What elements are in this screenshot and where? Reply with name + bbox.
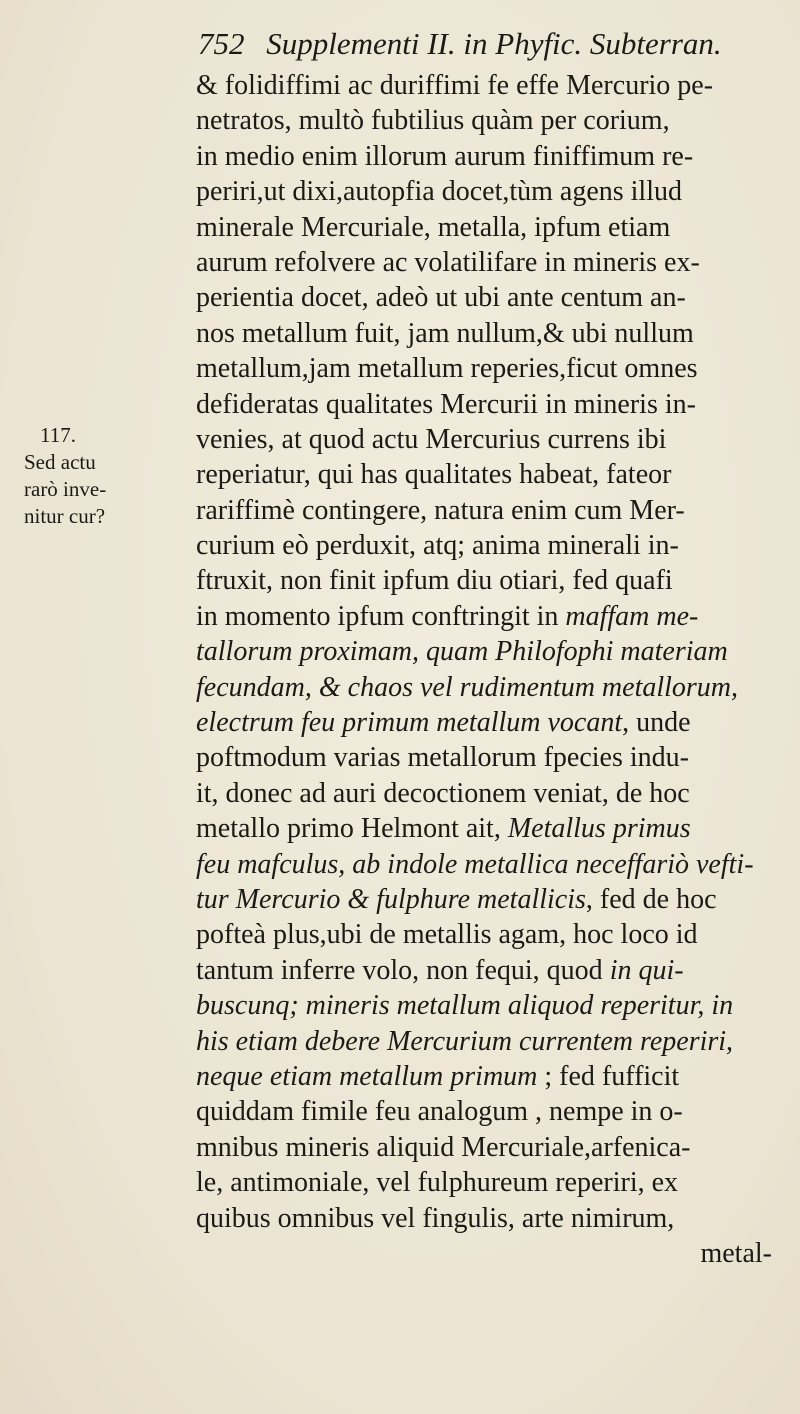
text-line — [196, 1201, 796, 1236]
text-line — [196, 103, 796, 138]
italic-text: tallorum proximam, quam Philofophi materiam — [196, 636, 728, 668]
roman-text: netratos, multò fubtilius quàm per corium, — [196, 105, 670, 137]
text-line — [196, 705, 796, 740]
roman-text: pofteà plus,ubi de metallis agam, hoc loco id — [196, 919, 698, 951]
margin-note-line: nitur cur? — [24, 504, 106, 528]
text-line — [196, 599, 796, 634]
text-line — [196, 1130, 796, 1165]
text-line — [196, 245, 796, 280]
text-line — [196, 139, 796, 174]
text-line — [196, 917, 796, 952]
text-line — [196, 528, 796, 563]
text-line — [196, 634, 796, 669]
text-line — [196, 457, 796, 492]
text-line — [196, 422, 796, 457]
running-title: Supplementi II. in Phyfic. Subterran. — [266, 26, 722, 61]
page-header — [198, 22, 758, 66]
roman-text: metallo primo Helmont ait, — [196, 813, 508, 845]
roman-text: quibus omnibus vel fingulis, arte nimirum, — [196, 1202, 675, 1234]
margin-note-line: Sed actu — [24, 450, 96, 474]
text-line — [196, 1165, 796, 1200]
text-line — [196, 988, 796, 1023]
roman-text: in momento ipfum conftringit in — [196, 600, 566, 632]
margin-note-number: 117. — [40, 423, 76, 447]
roman-text: venies, at quod actu Mercurius currens ibi — [196, 423, 667, 455]
text-line — [196, 68, 796, 103]
text-line — [196, 811, 796, 846]
text-line — [196, 1094, 796, 1129]
italic-text: in qui- — [609, 954, 684, 986]
roman-text: ftruxit, non finit ipfum diu otiari, fed quafi — [196, 565, 673, 597]
italic-text: Metallus primus — [507, 813, 691, 845]
text-line — [196, 493, 796, 528]
roman-text: reperiatur, qui has qualitates habeat, fateor — [196, 459, 672, 491]
text-line — [196, 1059, 796, 1094]
roman-text: quiddam fimile feu analogum , nempe in o- — [196, 1096, 683, 1128]
italic-text: maffam me- — [565, 600, 699, 632]
text-line — [196, 776, 796, 811]
text-line — [196, 882, 796, 917]
roman-text: mnibus mineris aliquid Mercuriale,arfenica- — [196, 1131, 691, 1163]
roman-text: le, antimoniale, vel fulphureum reperiri, ex — [196, 1167, 679, 1199]
text-line — [196, 1236, 796, 1271]
italic-text: neque etiam metallum primum — [196, 1060, 538, 1092]
text-line — [196, 316, 796, 351]
roman-text: , fed de hoc — [585, 883, 717, 915]
italic-text: feu mafculus, ab indole metallica neceffariò vefti- — [196, 848, 754, 880]
text-line — [196, 953, 796, 988]
italic-text: his etiam debere Mercurium currentem reperiri, — [196, 1025, 734, 1057]
margin-note — [24, 422, 174, 530]
roman-text: , unde — [622, 707, 691, 739]
text-line — [196, 174, 796, 209]
text-line — [196, 563, 796, 598]
text-line — [196, 1024, 796, 1059]
italic-text: buscunq; mineris metallum aliquod reperitur, in — [196, 990, 734, 1022]
text-line — [196, 351, 796, 386]
roman-text: minerale Mercuriale, metalla, ipfum etiam — [196, 211, 671, 243]
roman-text: in medio enim illorum aurum finiffimum re- — [196, 140, 694, 172]
roman-text: & folidiffimi ac duriffimi fe effe Mercurio pe- — [196, 70, 714, 101]
roman-text: it, donec ad auri decoctionem veniat, de hoc — [196, 777, 690, 809]
roman-text: poftmodum varias metallorum fpecies indu- — [196, 742, 689, 774]
page-number: 752 — [198, 26, 245, 61]
text-line — [196, 210, 796, 245]
text-line — [196, 387, 796, 422]
italic-text: electrum feu primum metallum vocant — [196, 707, 623, 739]
text-line — [196, 740, 796, 775]
roman-text: rariffimè contingere, natura enim cum Mer- — [196, 494, 685, 526]
roman-text: periri,ut dixi,autopfia docet,tùm agens illud — [196, 176, 682, 208]
margin-note-line: rarò inve- — [24, 477, 107, 501]
roman-text: aurum refolvere ac volatilifare in mineris ex- — [196, 246, 700, 278]
italic-text: tur Mercurio & fulphure metallicis — [196, 883, 586, 915]
catchword: metal- — [700, 1237, 772, 1269]
body-text — [196, 68, 796, 1271]
text-line — [196, 670, 796, 705]
roman-text: nos metallum fuit, jam nullum,& ubi nullum — [196, 317, 694, 349]
roman-text: metallum,jam metallum reperies,ficut omnes — [196, 353, 698, 385]
roman-text: defideratas qualitates Mercurii in mineris in- — [196, 388, 696, 420]
text-line — [196, 847, 796, 882]
roman-text: tantum inferre volo, non fequi, quod — [196, 954, 610, 986]
roman-text: ; fed fufficit — [537, 1060, 680, 1092]
italic-text: fecundam, & chaos vel rudimentum metallorum, — [196, 671, 739, 703]
roman-text: perientia docet, adeò ut ubi ante centum an- — [196, 282, 686, 314]
text-line — [196, 280, 796, 315]
roman-text: curium eò perduxit, atq; anima minerali in- — [196, 530, 679, 562]
